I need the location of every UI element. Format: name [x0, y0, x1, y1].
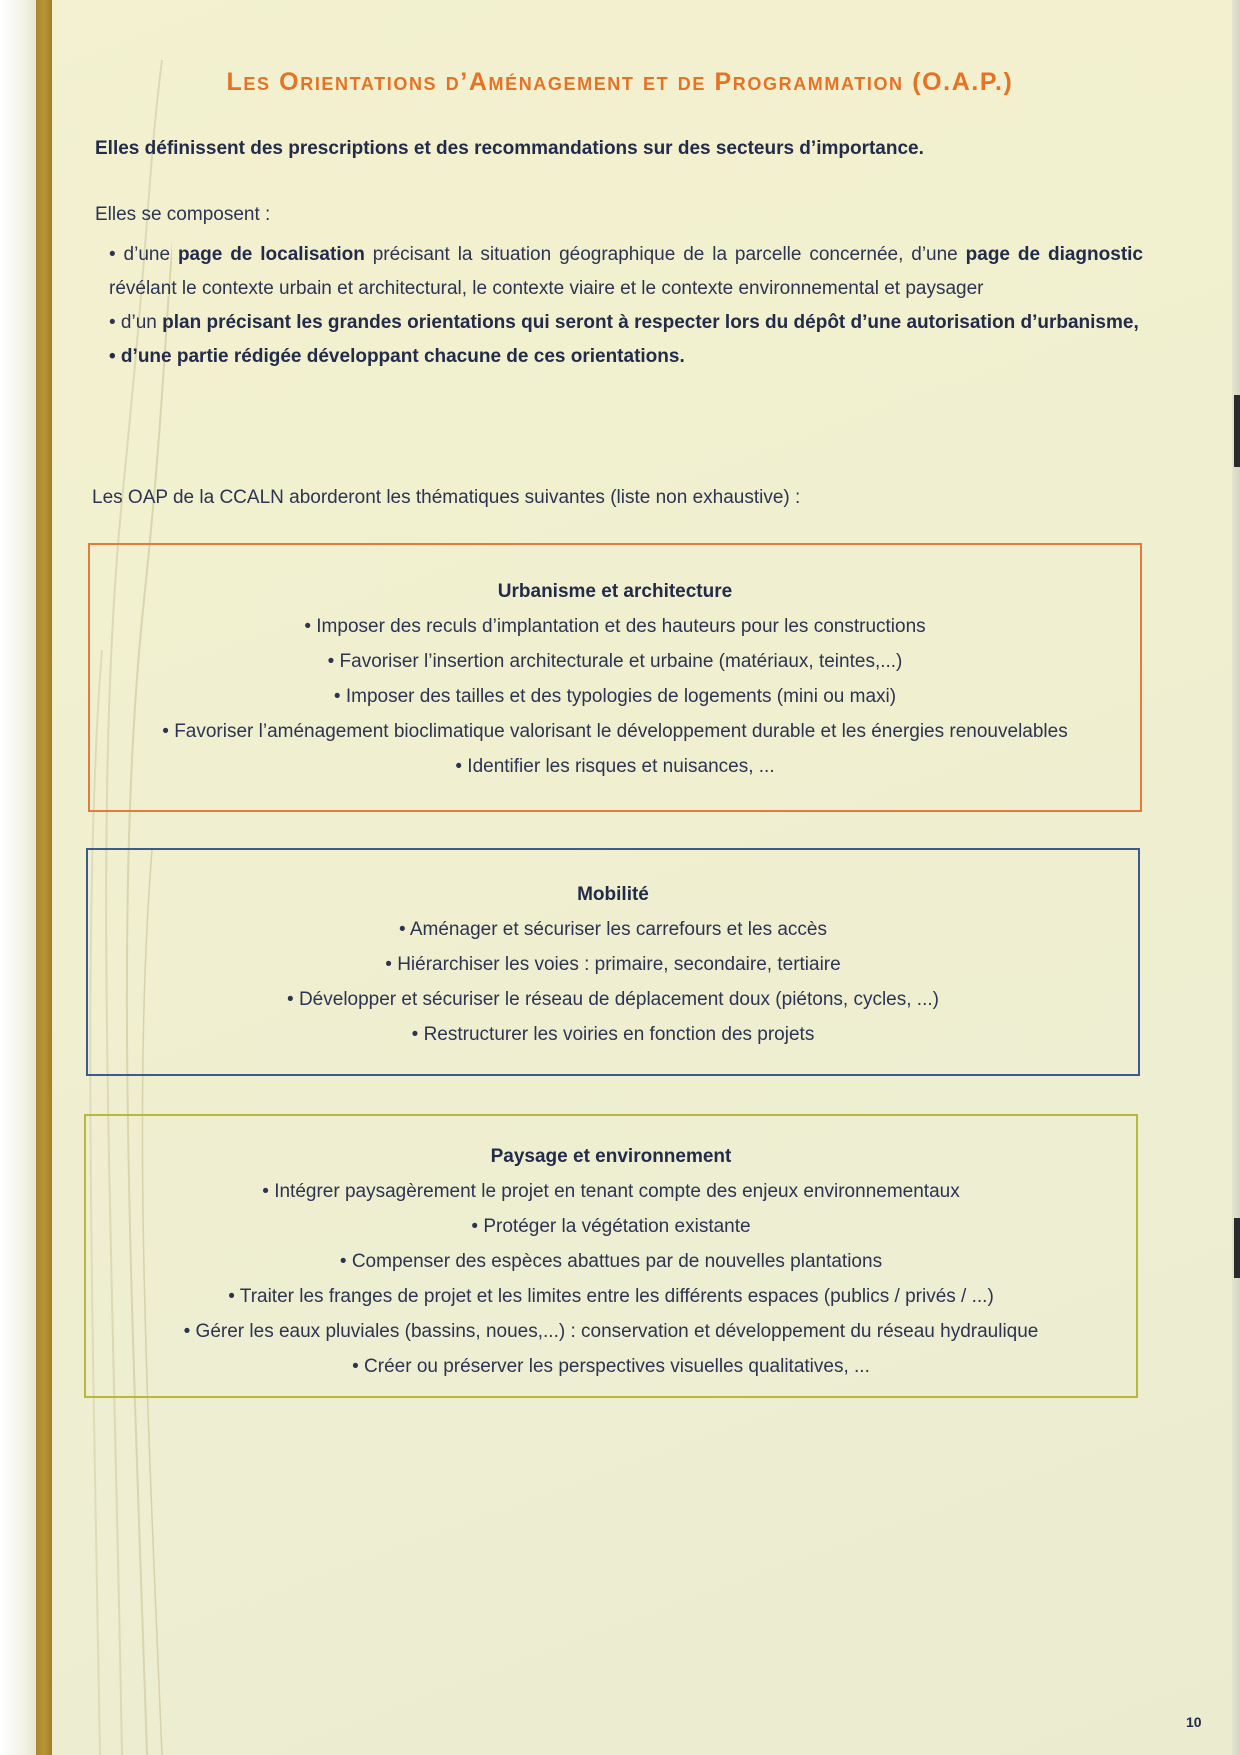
list-item: • Imposer des reculs d’implantation et des hauteurs pour les constructions — [304, 616, 926, 637]
theme-box-paysage — [84, 1114, 1138, 1398]
list-item: • d’une partie rédigée développant chacune de ces orientations. — [109, 346, 685, 367]
list-item: • Traiter les franges de projet et les limites entre les différents espaces (publics / privés / ...) — [228, 1286, 994, 1307]
list-item: • Intégrer paysagèrement le projet en tenant compte des enjeux environnementaux — [262, 1181, 960, 1202]
page-right-edge — [1232, 0, 1240, 1755]
list-item: • Protéger la végétation existante — [471, 1216, 751, 1237]
list-item: • Favoriser l’insertion architecturale et urbaine (matériaux, teintes,...) — [327, 651, 903, 672]
theme-heading: Paysage et environnement — [490, 1146, 732, 1167]
list-item: • Développer et sécuriser le réseau de déplacement doux (piétons, cycles, ...) — [287, 989, 939, 1010]
list-item: • d’une page de localisation précisant la situation géographique de la parcelle concernée, d’une page de diagnostic révélant le contexte urbain et architectural, le contexte viaire et le contexte environnemental et paysager — [109, 244, 1143, 299]
page-number: 10 — [1186, 1714, 1202, 1730]
list-item: • Restructurer les voiries en fonction des projets — [411, 1024, 815, 1045]
list-item: • Hiérarchiser les voies : primaire, secondaire, tertiaire — [385, 954, 841, 975]
list-item: • Identifier les risques et nuisances, ... — [455, 756, 775, 777]
list-item: • Créer ou préserver les perspectives visuelles qualitatives, ... — [352, 1356, 870, 1377]
list-item: • Gérer les eaux pluviales (bassins, noues,...) : conservation et développement du réseau hydraulique — [183, 1321, 1039, 1342]
themes-intro: Les OAP de la CCALN aborderont les thématiques suivantes (liste non exhaustive) : — [92, 487, 801, 508]
composition-list — [109, 238, 1143, 374]
intro-statement: Elles définissent des prescriptions et des recommandations sur des secteurs d’importance. — [95, 138, 924, 159]
theme-box-urbanisme — [88, 543, 1142, 812]
page-title: Les Orientations d’Aménagement et de Programmation (O.A.P.) — [226, 68, 1014, 96]
page-left-margin — [0, 0, 36, 1755]
theme-heading: Urbanisme et architecture — [497, 581, 733, 602]
composition-label: Elles se composent : — [95, 204, 271, 225]
spine-bar — [36, 0, 52, 1755]
list-item: • Favoriser l’aménagement bioclimatique valorisant le développement durable et les énergies renouvelables — [162, 721, 1068, 742]
theme-heading: Mobilité — [577, 884, 649, 905]
list-item: • Compenser des espèces abattues par de nouvelles plantations — [339, 1251, 883, 1272]
list-item: • Imposer des tailles et des typologies de logements (mini ou maxi) — [333, 686, 897, 707]
list-item: • d’un plan précisant les grandes orientations qui seront à respecter lors du dépôt d’une autorisation d’urbanisme, — [109, 312, 1139, 333]
theme-box-mobilite — [86, 848, 1140, 1076]
right-edge-mark — [1234, 1218, 1240, 1278]
list-item: • Aménager et sécuriser les carrefours et les accès — [398, 919, 827, 940]
right-edge-mark — [1234, 395, 1240, 467]
